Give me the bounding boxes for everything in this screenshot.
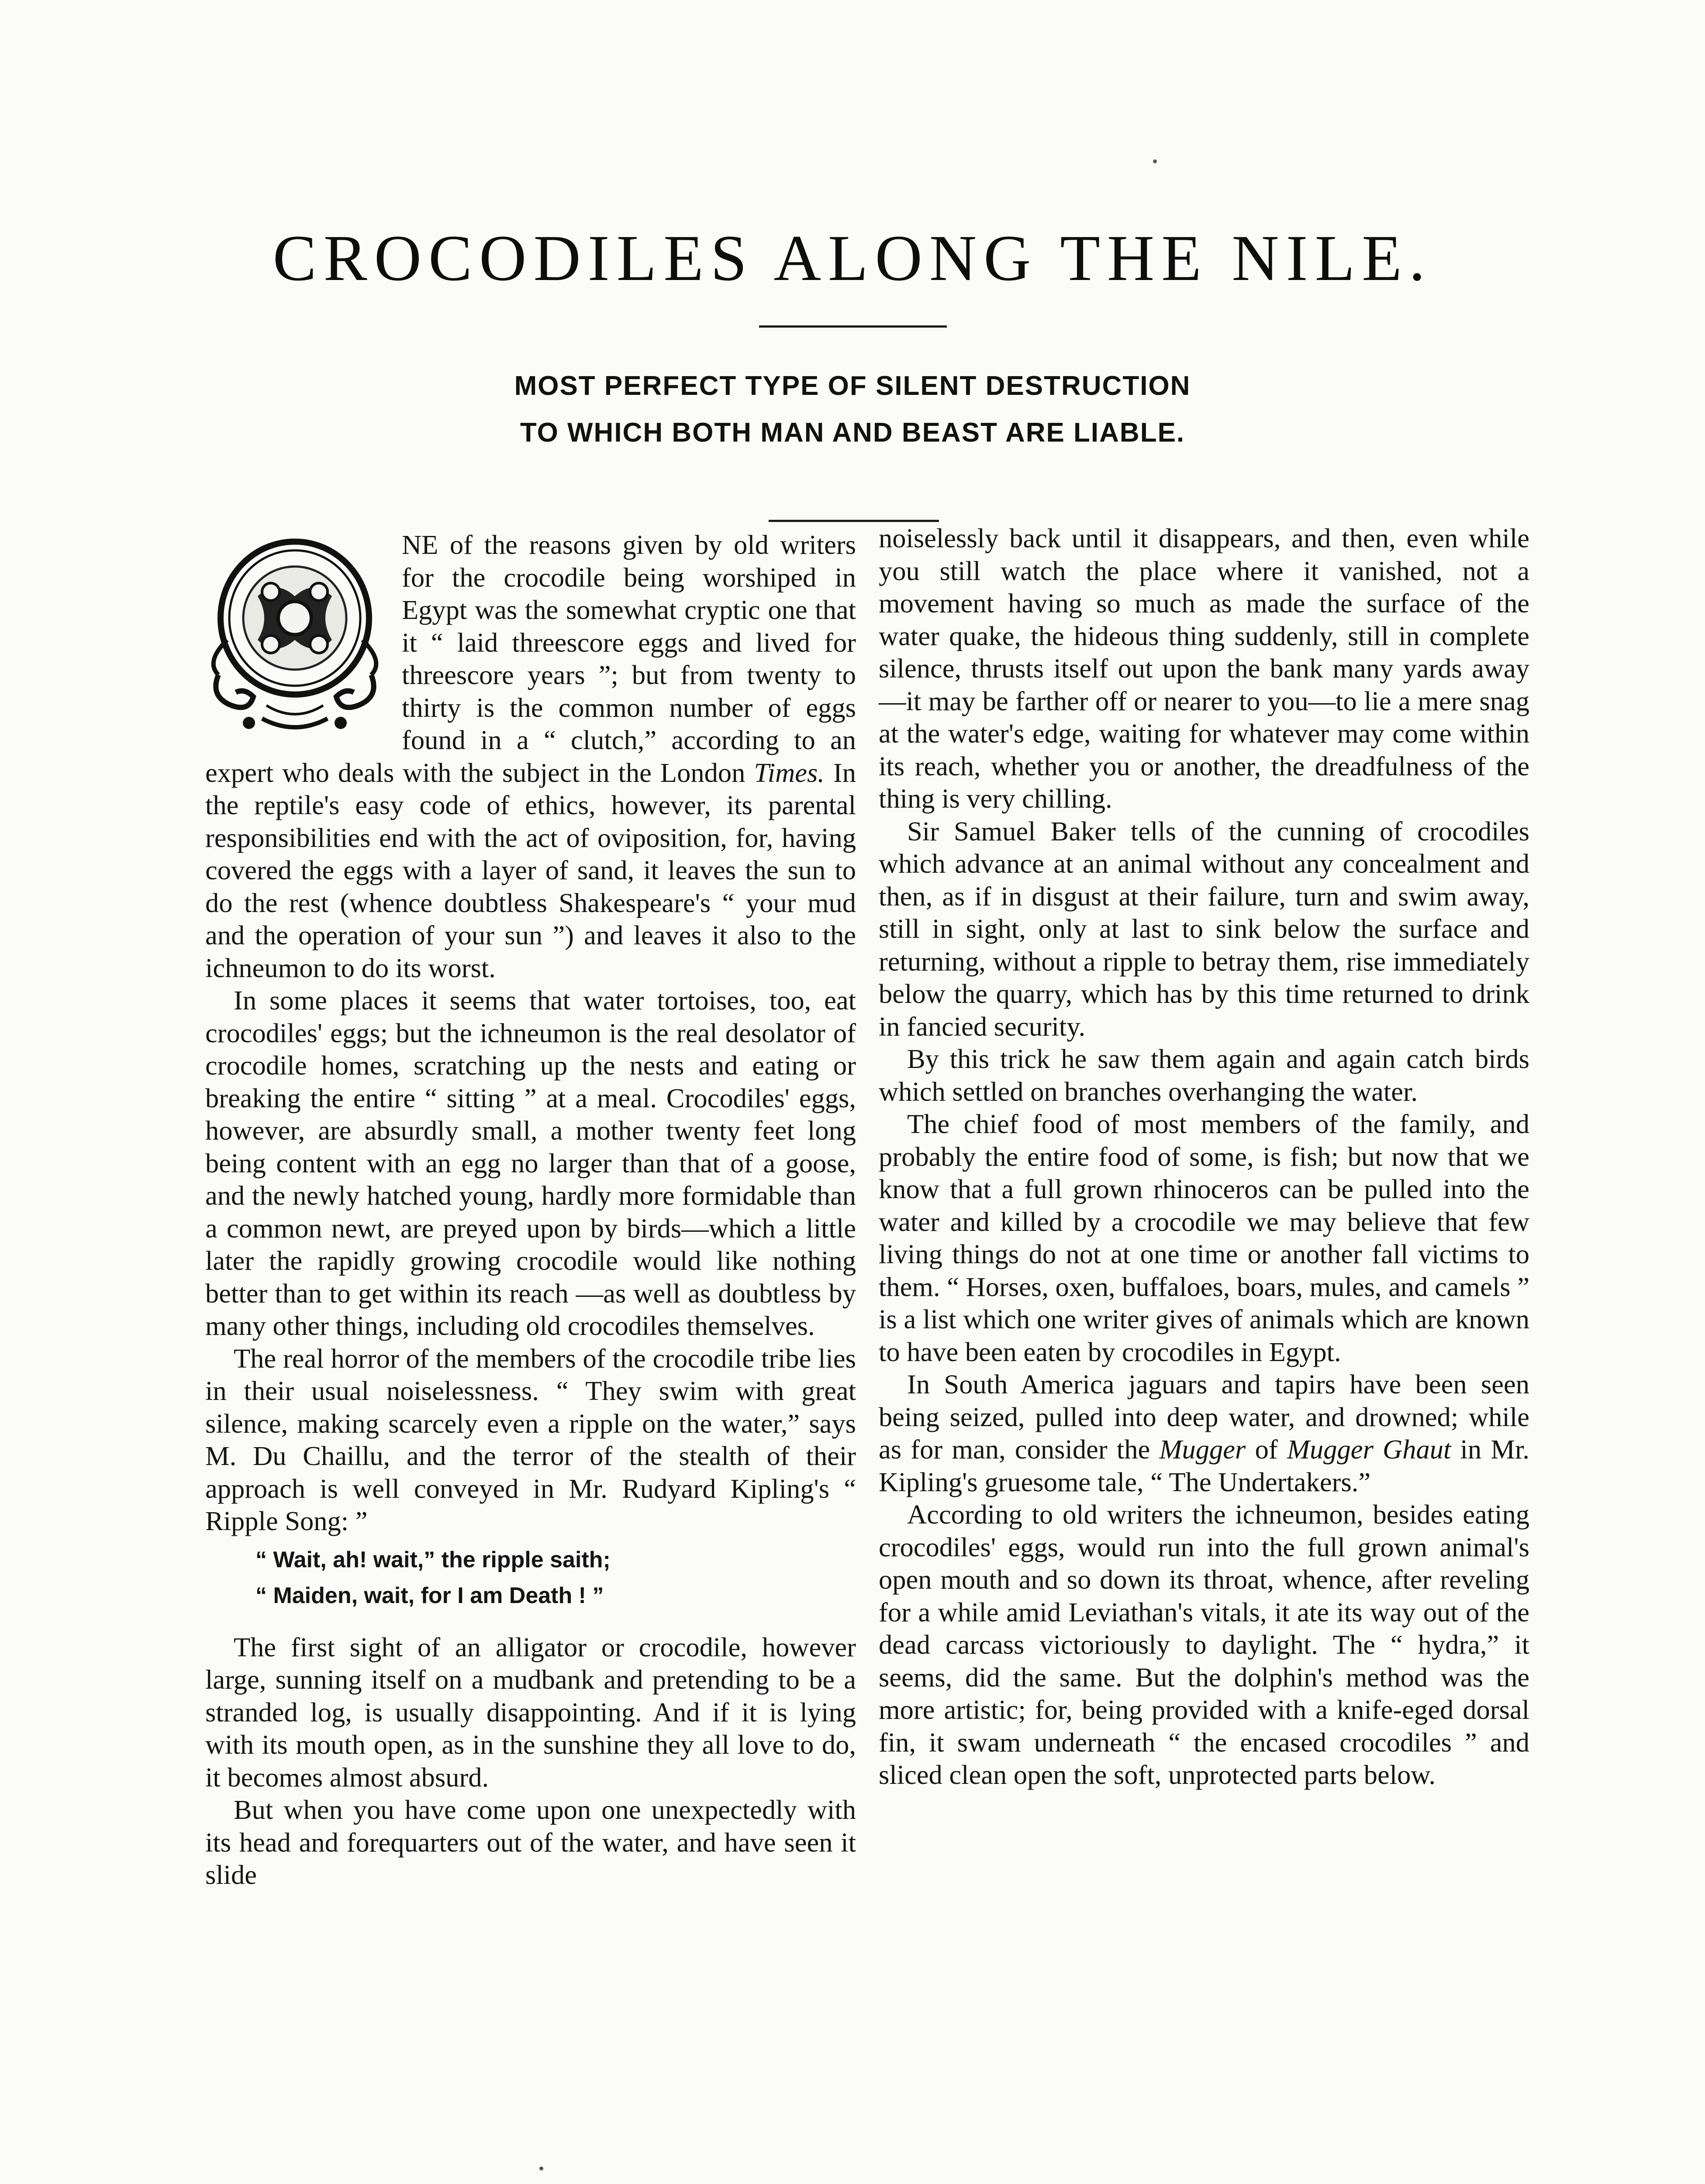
paragraph: The first sight of an alligator or crocodile, however large, sunning itself on a mudbank and pretending to be a stranded log, is usually disappointing. And if it is lying with its mouth open, as in the sunshine they all love to do, it becomes almost absurd.: [205, 1631, 856, 1793]
paragraph: According to old writers the ichneumon, besides eating crocodiles' eggs, would run into the full grown animal's open mouth and so down its throat, whence, after reveling for a while amid Leviathan's vitals, it ate its way out of the dead carcass victoriously to daylight. The “ hydra,” it seems, did the same. But the dolphin's method was the more artistic; for, being provided with a knife-eged dorsal fin, it swam underneath “ the encased crocodiles ” and sliced clean open the soft, unprotected parts below.: [879, 1499, 1529, 1790]
title-divider: [759, 325, 947, 328]
paragraph: Sir Samuel Baker tells of the cunning of crocodiles which advance at an animal without any concealment and then, as if in disgust at their failure, turn and swim away, still in sight, only at last to sink below the surface and returning, without a ripple to betray them, rise immediately below the quarry, which has by this time returned to drink in fancied security.: [879, 816, 1529, 1042]
paragraph-text: of: [1246, 1434, 1287, 1465]
left-column: [205, 529, 856, 1891]
ornamental-drop-cap-o-icon: [201, 531, 393, 749]
paragraph-text: In the reptile's easy code of ethics, however, its parental responsibilities end with the act of oviposition, for, having covered the eggs with a layer of sand, it leaves the sun to do the rest (whence doubtless Shakespeare's “ your mud and the operation of your sun ”) and leaves it also to the ichneumon to do its worst.: [205, 757, 856, 983]
paragraph: The chief food of most members of the family, and probably the entire food of some, is fish; but now that we know that a full grown rhinoceros can be pulled into the water and killed by a crocodile we may believe that few living things do not at one time or another fall victims to them. “ Horses, oxen, buffaloes, boars, mules, and camels ” is a list which one writer gives of animals which are known to have been eaten by crocodiles in Egypt.: [879, 1109, 1529, 1367]
verse-line: “ Wait, ah! wait,” the ripple saith;: [255, 1547, 611, 1572]
paragraph: noiselessly back until it disappears, and then, even while you still watch the place where it vanished, not a movement having so much as made the surface of the water quake, the hideous thing suddenly, still in complete silence, thrusts itself out upon the bank many yards away—it may be farther off or nearer to you—to lie a mere snag at the water's edge, waiting for whatever may come within its reach, whether you or another, the dreadfulness of the thing is very chilling.: [879, 523, 1529, 814]
italic-text: Times.: [754, 757, 825, 788]
paragraph-text: in Mr. Kipling's gruesome tale, “ The Undertakers.”: [879, 1434, 1529, 1497]
subtitle-line-2: TO WHICH BOTH MAN AND BEAST ARE LIABLE.: [520, 418, 1185, 448]
article-subtitle: [0, 363, 1705, 456]
paragraph: In some places it seems that water tortoises, too, eat crocodiles' eggs; but the ichneumon is the real desolator of crocodile homes, scratching up the nests and eating or breaking the entire “ sitting ” at a meal. Crocodiles' eggs, however, are absurdly small, a mother twenty feet long being content with an egg no larger than that of a goose, and the newly hatched young, hardly more formidable than a common newt, are preyed upon by birds—which a little later the rapidly growing crocodile would like nothing better than to get within its reach —as well as doubtless by many other things, including old crocodiles themselves.: [205, 985, 856, 1341]
right-column: [879, 522, 1529, 1791]
article-title: CROCODILES ALONG THE NILE.: [273, 222, 1432, 294]
italic-text: Mugger Ghaut: [1287, 1434, 1451, 1465]
subtitle-line-1: MOST PERFECT TYPE OF SILENT DESTRUCTION: [514, 371, 1191, 401]
paragraph-text: In South America jaguars and tapirs have been seen being seized, pulled into deep water, and drowned; while as for man, consider the: [879, 1369, 1529, 1465]
print-speck: [1153, 159, 1157, 163]
paragraph-text: NE of the reasons given by old writers for the crocodile being worshiped in Egypt was the somewhat cryptic one that it “ laid threescore eggs and lived for threescore years ”; but from twenty to thirty is the common number of eggs found in a “ clutch,” according to an expert who deals with the subject in the London: [205, 529, 856, 788]
paragraph: By this trick he saw them again and again catch birds which settled on branches overhanging the water.: [879, 1044, 1529, 1107]
paragraph: The real horror of the members of the crocodile tribe lies in their usual noiselessness. “ They swim with great silence, making scarcely even a ripple on the water,” says M. Du Chaillu, and the terror of the stealth of their approach is well conveyed in Mr. Rudyard Kipling's “ Ripple Song: ”: [205, 1343, 856, 1536]
print-speck: [539, 2167, 543, 2170]
italic-text: Mugger: [1159, 1434, 1246, 1465]
paragraph: [879, 1368, 1529, 1498]
verse-line: “ Maiden, wait, for I am Death ! ”: [255, 1583, 604, 1608]
paragraph: But when you have come upon one unexpectedly with its head and forequarters out of the water, and have seen it slide: [205, 1794, 856, 1890]
verse-quote: [205, 1542, 856, 1614]
